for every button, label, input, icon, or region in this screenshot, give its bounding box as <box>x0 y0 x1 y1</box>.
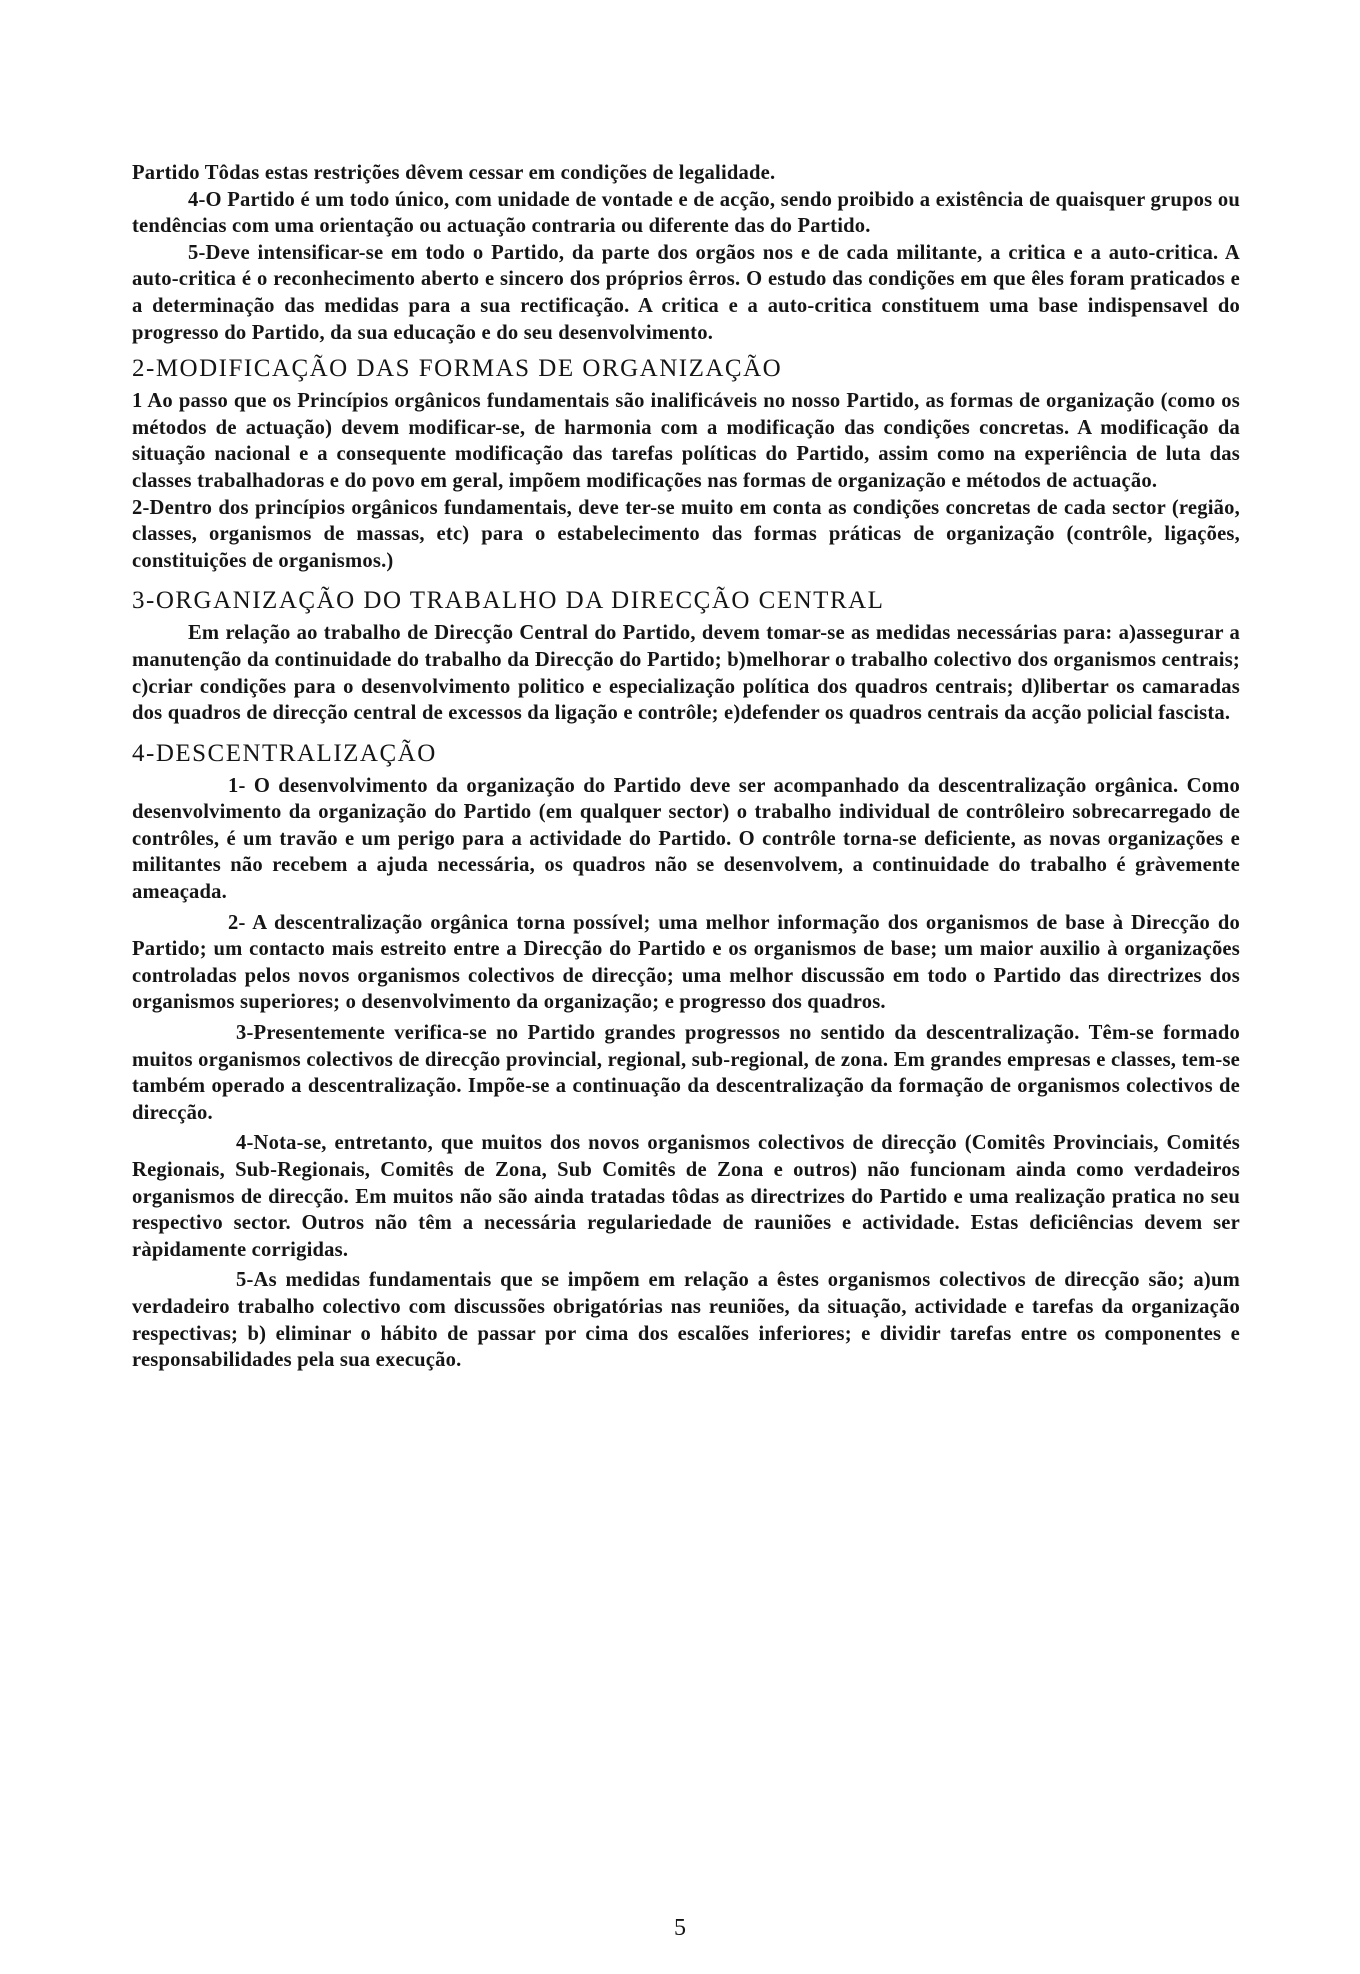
section-4-paragraph-2: 2- A descentralização orgânica torna possível; uma melhor informação dos organismos de base à Direcção do Partido; um contacto mais estreito entre a Direcção do Partido e os organismos de base; um maior auxilio à organizações controladas pelos novos organismos colectivos de direcção; uma melhor discussão em todo o Partido das directrizes dos organismos superiores; o desenvolvimento da organização; e progresso dos quadros. <box>132 911 1240 1014</box>
paragraph-item-5: 5-Deve intensificar-se em todo o Partido, da parte dos orgãos nos e de cada militante, a critica e a auto-critica. A auto-critica é o reconhecimento aberto e sincero dos próprios êrros. O estudo das condições em que êles foram praticados e a determinação das medidas para a sua rectificação. A critica e a auto-critica constituem uma base indispensavel do progresso do Partido, da sua educação e do seu desenvolvimento. <box>132 241 1240 344</box>
section-3-paragraph-1: Em relação ao trabalho de Direcção Central do Partido, devem tomar-se as medidas necessárias para: a)assegurar a manutenção da continuidade do trabalho da Direcção do Partido; b)melhorar o trabalho colectivo dos organismos centrais; c)criar condições para o desenvolvimento politico e especialização política dos quadros centrais; d)libertar os camaradas dos quadros de direcção central de excessos da ligação e contrôle; e)defender os quadros centrais da acção policial fascista. <box>132 622 1240 725</box>
page-number: 5 <box>674 1915 686 1941</box>
section-4-paragraph-4: 4-Nota-se, entretanto, que muitos dos novos organismos colectivos de direcção (Comitês Provinciais, Comités Regionais, Sub-Regionais, Comitês de Zona, Sub Comitês de Zona e outros) não funcionam ainda como verdadeiros organismos de direcção. Em muitos não são ainda tratadas tôdas as directrizes do Partido e uma realização pratica no seu respectivo sector. Outros não têm a necessária regulariedade de rauniões e actividade. Estas deficiências devem ser ràpidamente corrigidas. <box>132 1132 1240 1261</box>
section-2-paragraph-1: 1 Ao passo que os Princípios orgânicos fundamentais são inalificáveis no nosso Partido, as formas de organização (como os métodos de actuação) devem modificar-se, de harmonia com a modificação das condições concretas. A modificação da situação nacional e a consequente modificação das tarefas políticas do Partido, assim como na experiência de luta das classes trabalhadoras e do povo em geral, impõem modificações nas formas de organização e métodos de actuação. <box>132 390 1240 492</box>
section-4-paragraph-3: 3-Presentemente verifica-se no Partido grandes progressos no sentido da descentralização. Têm-se formado muitos organismos colectivos de direcção provincial, regional, sub-regional, de zona. Em grandes empresas e classes, tem-se também operado a descentralização. Impõe-se a continuação da descentralização da formação de organismos colectivos de direcção. <box>132 1022 1240 1124</box>
section-4-paragraph-1: 1- O desenvolvimento da organização do Partido deve ser acompanhado da descentralização orgânica. Como desenvolvimento da organização do Partido (em qualquer sector) o trabalho individual de contrôleiro sobrecarregado de contrôles, é um travão e um perigo para a actividade do Partido. O contrôle torna-se deficiente, as novas organizações e militantes não recebem a ajuda necessária, os quadros não se desenvolvem, a continuidade do trabalho é gràvemente ameaçada. <box>132 774 1240 904</box>
intro-line: Partido Tôdas estas restrições dêvem cessar em condições de legalidade. <box>132 162 776 184</box>
section-4-heading: 4-DESCENTRALIZAÇÃO <box>132 739 437 767</box>
section-3-heading: 3-ORGANIZAÇÃO DO TRABALHO DA DIRECÇÃO CENTRAL <box>132 587 885 615</box>
section-4-paragraph-5: 5-As medidas fundamentais que se impõem em relação a êstes organismos colectivos de direcção são; a)um verdadeiro trabalho colectivo com discussões obrigatórias nas reuniões, da situação, actividade e tarefas da organização respectivas; b) eliminar o hábito de passar por cima dos escalões inferiores; e dividir tarefas entre os componentes e responsabilidades pela sua execução. <box>132 1269 1240 1372</box>
section-2-heading: 2-MODIFICAÇÃO DAS FORMAS DE ORGANIZAÇÃO <box>132 355 783 383</box>
paragraph-item-4: 4-O Partido é um todo único, com unidade de vontade e de acção, sendo proibido a existência de quaisquer grupos ou tendências com uma orientação ou actuação contraria ou diferente das do Partido. <box>132 188 1240 238</box>
section-2-paragraph-2: 2-Dentro dos princípios orgânicos fundamentais, deve ter-se muito em conta as condições concretas de cada sector (região, classes, organismos de massas, etc) para o estabelecimento das formas práticas de organização (contrôle, ligações, constituições de organismos.) <box>132 496 1240 572</box>
